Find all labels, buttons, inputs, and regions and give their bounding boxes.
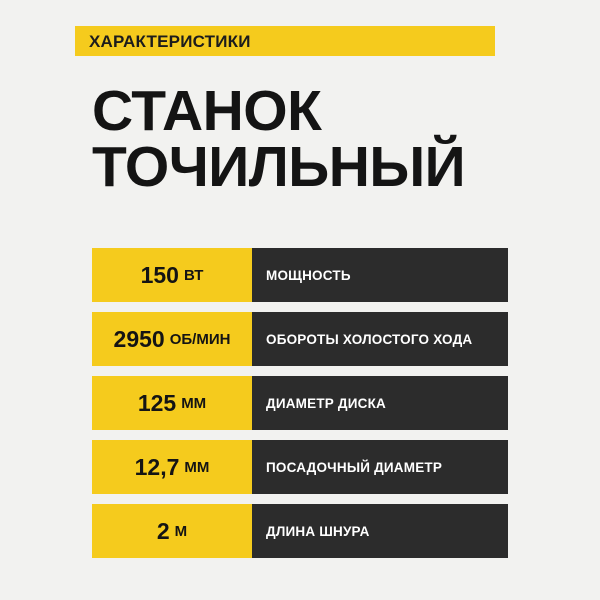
spec-value-cell — [92, 440, 252, 494]
spec-value-unit: ВТ — [183, 266, 204, 284]
spec-label-cell: ОБОРОТЫ ХОЛОСТОГО ХОДА — [252, 312, 508, 366]
spec-label-cell: ДИАМЕТР ДИСКА — [252, 376, 508, 430]
section-badge-label: ХАРАКТЕРИСТИКИ — [89, 31, 251, 51]
spec-label-cell: ДЛИНА ШНУРА — [252, 504, 508, 558]
spec-value-cell — [92, 248, 252, 302]
spec-value-number: 2 — [156, 517, 170, 544]
page-title-line-1: СТАНОК — [92, 79, 322, 143]
spec-value-cell — [92, 504, 252, 558]
spec-value-unit: ММ — [184, 458, 210, 476]
spec-value-cell — [92, 312, 252, 366]
spec-label-cell: ПОСАДОЧНЫЙ ДИАМЕТР — [252, 440, 508, 494]
spec-value-number: 125 — [137, 389, 177, 416]
spec-row — [92, 440, 508, 494]
spec-value-number: 2950 — [113, 325, 165, 352]
spec-value-unit: М — [174, 522, 188, 540]
spec-row — [92, 248, 508, 302]
spec-value-number: 150 — [140, 261, 179, 288]
section-badge — [75, 26, 495, 56]
spec-table — [92, 248, 508, 568]
spec-label-cell: МОЩНОСТЬ — [252, 248, 508, 302]
spec-row — [92, 376, 508, 430]
spec-value-number: 12,7 — [134, 453, 180, 480]
spec-value-cell — [92, 376, 252, 430]
spec-row — [92, 504, 508, 558]
spec-row — [92, 312, 508, 366]
spec-value-unit: ММ — [181, 394, 207, 412]
page-title-line-2: ТОЧИЛЬНЫЙ — [92, 134, 466, 199]
page-title — [92, 79, 562, 199]
spec-value-unit: ОБ/МИН — [169, 330, 231, 348]
